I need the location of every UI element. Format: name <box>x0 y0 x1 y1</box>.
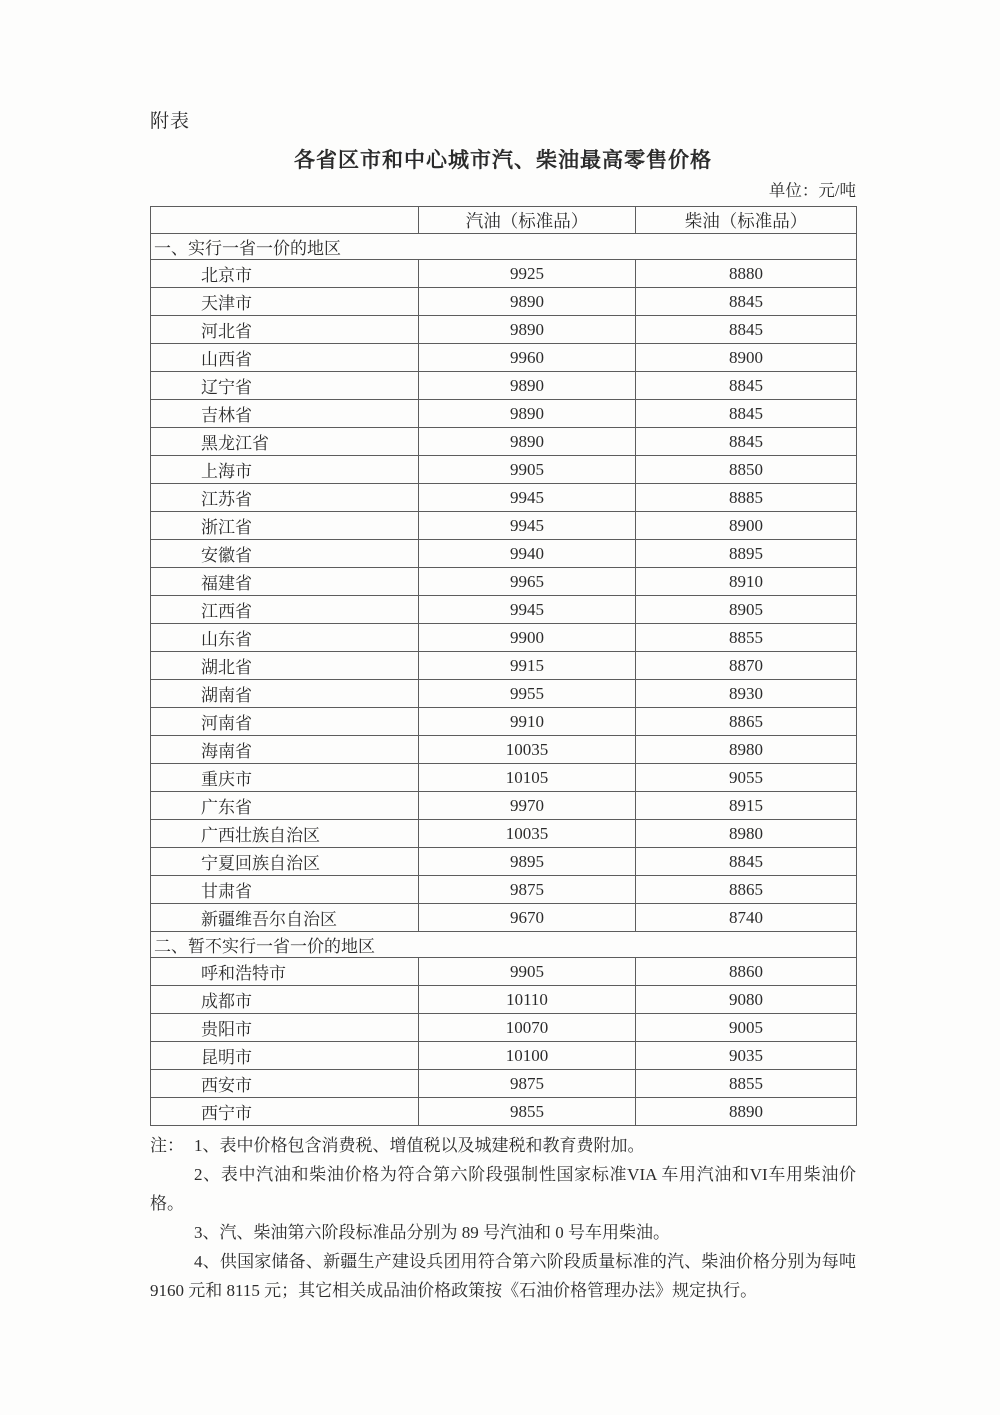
region-cell: 山东省 <box>151 624 419 652</box>
note-line: 3、汽、柴油第六阶段标准品分别为 89 号汽油和 0 号车用柴油。 <box>194 1223 670 1242</box>
table-row <box>151 680 857 708</box>
diesel-price-cell: 8845 <box>636 316 857 344</box>
table-row <box>151 316 857 344</box>
gasoline-price-cell: 9890 <box>419 316 636 344</box>
diesel-price-cell: 8855 <box>636 1070 857 1098</box>
table-row <box>151 288 857 316</box>
gasoline-price-cell: 9945 <box>419 512 636 540</box>
table-row <box>151 876 857 904</box>
diesel-price-cell: 8845 <box>636 372 857 400</box>
gasoline-price-cell: 9905 <box>419 958 636 986</box>
table-row <box>151 1042 857 1070</box>
table-row <box>151 260 857 288</box>
region-cell: 山西省 <box>151 344 419 372</box>
gasoline-price-cell: 9925 <box>419 260 636 288</box>
table-row <box>151 1098 857 1126</box>
table-row <box>151 1014 857 1042</box>
region-cell: 安徽省 <box>151 540 419 568</box>
table-row <box>151 344 857 372</box>
region-cell: 天津市 <box>151 288 419 316</box>
table-row <box>151 708 857 736</box>
region-cell: 广东省 <box>151 792 419 820</box>
diesel-price-cell: 8740 <box>636 904 857 932</box>
price-table <box>150 206 857 1126</box>
diesel-price-cell: 8845 <box>636 288 857 316</box>
diesel-price-cell: 8980 <box>636 820 857 848</box>
region-cell: 吉林省 <box>151 400 419 428</box>
table-row <box>151 596 857 624</box>
region-cell: 湖北省 <box>151 652 419 680</box>
region-cell: 河南省 <box>151 708 419 736</box>
gasoline-price-cell: 9875 <box>419 876 636 904</box>
gasoline-price-cell: 10105 <box>419 764 636 792</box>
region-cell: 海南省 <box>151 736 419 764</box>
diesel-price-cell: 9080 <box>636 986 857 1014</box>
gasoline-price-cell: 9965 <box>419 568 636 596</box>
table-header-row <box>151 207 857 234</box>
note-line: 4、供国家储备、新疆生产建设兵团用符合第六阶段质量标准的汽、柴油价格分别为每吨 9160 元和 8115 元；其它相关成品油价格政策按《石油价格管理办法》规定执行。 <box>150 1252 856 1300</box>
diesel-price-cell: 8880 <box>636 260 857 288</box>
diesel-price-cell: 9055 <box>636 764 857 792</box>
region-cell: 湖南省 <box>151 680 419 708</box>
table-row <box>151 372 857 400</box>
region-cell: 广西壮族自治区 <box>151 820 419 848</box>
gasoline-price-cell: 9945 <box>419 596 636 624</box>
gasoline-price-cell: 9900 <box>419 624 636 652</box>
diesel-price-cell: 8900 <box>636 512 857 540</box>
gasoline-price-cell: 10070 <box>419 1014 636 1042</box>
price-table-body <box>151 234 857 1126</box>
table-row <box>151 848 857 876</box>
table-row <box>151 512 857 540</box>
region-cell: 成都市 <box>151 986 419 1014</box>
table-row <box>151 904 857 932</box>
note-line: 注： 1、表中价格包含消费税、增值税以及城建税和教育费附加。 <box>150 1131 856 1160</box>
region-cell: 北京市 <box>151 260 419 288</box>
diesel-price-cell: 8980 <box>636 736 857 764</box>
diesel-price-cell: 8930 <box>636 680 857 708</box>
table-row <box>151 958 857 986</box>
diesel-price-cell: 8915 <box>636 792 857 820</box>
diesel-price-cell: 8865 <box>636 876 857 904</box>
region-cell: 甘肃省 <box>151 876 419 904</box>
diesel-price-cell: 8905 <box>636 596 857 624</box>
document-content <box>150 110 856 1305</box>
gasoline-price-cell: 9905 <box>419 456 636 484</box>
diesel-price-cell: 8845 <box>636 400 857 428</box>
region-cell: 福建省 <box>151 568 419 596</box>
region-cell: 重庆市 <box>151 764 419 792</box>
diesel-price-cell: 8885 <box>636 484 857 512</box>
table-row <box>151 484 857 512</box>
region-column-header <box>151 207 419 234</box>
gasoline-price-cell: 9890 <box>419 372 636 400</box>
table-row <box>151 986 857 1014</box>
region-cell: 上海市 <box>151 456 419 484</box>
table-row <box>151 764 857 792</box>
diesel-price-cell: 8845 <box>636 428 857 456</box>
unit-label: 单位：元/吨 <box>768 181 856 200</box>
note-line: 2、表中汽油和柴油价格为符合第六阶段强制性国家标准VIA 车用汽油和VI车用柴油价格。 <box>150 1165 856 1213</box>
gasoline-price-cell: 9855 <box>419 1098 636 1126</box>
region-cell: 黑龙江省 <box>151 428 419 456</box>
gasoline-price-cell: 9955 <box>419 680 636 708</box>
diesel-column-header: 柴油（标准品） <box>636 207 857 234</box>
diesel-price-cell: 9005 <box>636 1014 857 1042</box>
section-header-cell: 一、实行一省一价的地区 <box>151 234 857 260</box>
notes <box>150 1131 856 1305</box>
region-cell: 宁夏回族自治区 <box>151 848 419 876</box>
region-cell: 西宁市 <box>151 1098 419 1126</box>
gasoline-price-cell: 9940 <box>419 540 636 568</box>
table-row <box>151 1070 857 1098</box>
table-row <box>151 792 857 820</box>
table-row <box>151 428 857 456</box>
page-title: 各省区市和中心城市汽、柴油最高零售价格 <box>294 149 712 172</box>
gasoline-price-cell: 9970 <box>419 792 636 820</box>
gasoline-price-cell: 9890 <box>419 400 636 428</box>
gasoline-price-cell: 9890 <box>419 428 636 456</box>
table-row <box>151 400 857 428</box>
region-cell: 西安市 <box>151 1070 419 1098</box>
table-row <box>151 456 857 484</box>
gasoline-column-header: 汽油（标准品） <box>419 207 636 234</box>
region-cell: 贵阳市 <box>151 1014 419 1042</box>
region-cell: 新疆维吾尔自治区 <box>151 904 419 932</box>
gasoline-price-cell: 9670 <box>419 904 636 932</box>
region-cell: 辽宁省 <box>151 372 419 400</box>
region-cell: 浙江省 <box>151 512 419 540</box>
table-row <box>151 624 857 652</box>
gasoline-price-cell: 10110 <box>419 986 636 1014</box>
gasoline-price-cell: 9895 <box>419 848 636 876</box>
region-cell: 江西省 <box>151 596 419 624</box>
section-header-row <box>151 234 857 260</box>
diesel-price-cell: 8910 <box>636 568 857 596</box>
diesel-price-cell: 8895 <box>636 540 857 568</box>
annex-label: 附表 <box>150 111 191 132</box>
diesel-price-cell: 8870 <box>636 652 857 680</box>
region-cell: 呼和浩特市 <box>151 958 419 986</box>
table-row <box>151 820 857 848</box>
notes-prefix-label: 注： <box>150 1136 184 1155</box>
section-header-row <box>151 932 857 958</box>
diesel-price-cell: 8845 <box>636 848 857 876</box>
table-row <box>151 736 857 764</box>
gasoline-price-cell: 9875 <box>419 1070 636 1098</box>
region-cell: 江苏省 <box>151 484 419 512</box>
diesel-price-cell: 8900 <box>636 344 857 372</box>
diesel-price-cell: 8850 <box>636 456 857 484</box>
gasoline-price-cell: 9890 <box>419 288 636 316</box>
diesel-price-cell: 9035 <box>636 1042 857 1070</box>
diesel-price-cell: 8865 <box>636 708 857 736</box>
table-row <box>151 568 857 596</box>
gasoline-price-cell: 9960 <box>419 344 636 372</box>
region-cell: 昆明市 <box>151 1042 419 1070</box>
gasoline-price-cell: 9915 <box>419 652 636 680</box>
gasoline-price-cell: 9910 <box>419 708 636 736</box>
table-row <box>151 652 857 680</box>
diesel-price-cell: 8855 <box>636 624 857 652</box>
gasoline-price-cell: 9945 <box>419 484 636 512</box>
table-row <box>151 540 857 568</box>
section-header-cell: 二、暂不实行一省一价的地区 <box>151 932 857 958</box>
region-cell: 河北省 <box>151 316 419 344</box>
gasoline-price-cell: 10035 <box>419 736 636 764</box>
diesel-price-cell: 8860 <box>636 958 857 986</box>
gasoline-price-cell: 10035 <box>419 820 636 848</box>
gasoline-price-cell: 10100 <box>419 1042 636 1070</box>
diesel-price-cell: 8890 <box>636 1098 857 1126</box>
